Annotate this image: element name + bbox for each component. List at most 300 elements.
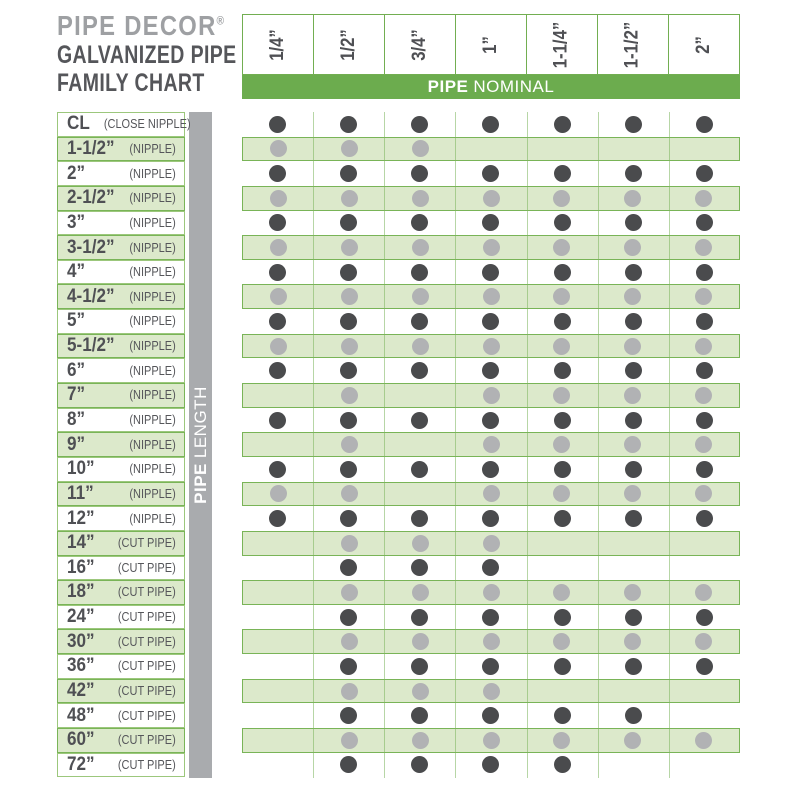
grid-cell xyxy=(598,112,669,137)
row-size-label: 16” xyxy=(67,556,95,578)
grid-cell xyxy=(527,408,598,433)
row-label xyxy=(57,432,185,457)
grid-cell xyxy=(384,506,455,531)
grid-cell xyxy=(384,753,455,778)
availability-dot xyxy=(553,436,570,453)
grid-cell xyxy=(456,532,527,555)
grid-cell xyxy=(598,605,669,630)
availability-dot xyxy=(341,436,358,453)
grid-cell xyxy=(526,187,597,210)
grid-cell xyxy=(455,112,526,137)
grid-cell xyxy=(385,729,456,752)
grid-cell xyxy=(243,729,314,752)
row-kind-label: (NIPPLE) xyxy=(129,215,176,230)
grid-row xyxy=(242,728,740,753)
availability-dot xyxy=(695,732,712,749)
availability-dot xyxy=(341,288,358,305)
row-size-label: 48” xyxy=(67,704,95,726)
availability-dot xyxy=(625,510,642,527)
row-size-label: 1-1/2” xyxy=(67,137,115,159)
grid-cell xyxy=(527,753,598,778)
availability-dot xyxy=(554,313,571,330)
availability-dot xyxy=(341,485,358,502)
availability-dot xyxy=(412,288,429,305)
availability-dot xyxy=(341,732,358,749)
grid-cell xyxy=(243,581,314,604)
grid-cell xyxy=(598,457,669,482)
row-kind-label: (NIPPLE) xyxy=(129,166,176,181)
grid-cell xyxy=(313,408,384,433)
grid-row xyxy=(242,703,740,728)
grid-cell xyxy=(669,358,740,383)
grid-cell xyxy=(669,211,740,236)
grid-cell xyxy=(456,187,527,210)
availability-dot xyxy=(624,338,641,355)
grid-cell xyxy=(456,138,527,161)
grid-cell xyxy=(597,729,668,752)
grid-cell xyxy=(456,483,527,506)
grid-cell xyxy=(668,630,739,653)
availability-dot xyxy=(625,609,642,626)
row-label xyxy=(57,482,185,507)
availability-dot xyxy=(483,387,500,404)
grid-cell xyxy=(597,483,668,506)
grid-cell xyxy=(669,506,740,531)
availability-dot xyxy=(483,584,500,601)
availability-dot xyxy=(696,116,713,133)
grid-cell xyxy=(313,260,384,285)
availability-dot xyxy=(411,264,428,281)
availability-dot xyxy=(411,165,428,182)
availability-dot xyxy=(269,214,286,231)
availability-dot xyxy=(696,264,713,281)
grid-row xyxy=(242,284,740,309)
row-label xyxy=(57,580,185,605)
availability-dot xyxy=(341,338,358,355)
availability-dot xyxy=(483,732,500,749)
availability-dot xyxy=(482,116,499,133)
availability-dot xyxy=(412,535,429,552)
availability-dot xyxy=(483,535,500,552)
grid-cell xyxy=(455,605,526,630)
row-kind-label: (CUT PIPE) xyxy=(118,757,176,772)
grid-cell xyxy=(314,384,385,407)
row-kind-label: (NIPPLE) xyxy=(129,191,176,206)
availability-dot xyxy=(483,190,500,207)
row-label xyxy=(57,556,185,581)
grid-cell xyxy=(526,433,597,456)
row-label xyxy=(57,531,185,556)
grid-cell xyxy=(314,187,385,210)
grid-cell xyxy=(669,161,740,186)
availability-dot xyxy=(625,264,642,281)
grid-cell xyxy=(384,408,455,433)
grid-cell xyxy=(455,457,526,482)
grid-cell xyxy=(456,630,527,653)
grid-cell xyxy=(384,161,455,186)
availability-dot xyxy=(341,140,358,157)
column-headers xyxy=(242,14,740,75)
row-label xyxy=(57,358,185,383)
availability-dot xyxy=(625,412,642,429)
grid-cell xyxy=(526,581,597,604)
grid-cell xyxy=(384,260,455,285)
availability-dot xyxy=(695,436,712,453)
availability-dot xyxy=(483,239,500,256)
grid-row xyxy=(242,211,740,236)
availability-dot xyxy=(624,584,641,601)
grid-cell xyxy=(598,408,669,433)
availability-dot xyxy=(340,510,357,527)
grid-cell xyxy=(526,236,597,259)
row-size-label: 18” xyxy=(67,581,95,603)
pipe-nominal-rest: NOMINAL xyxy=(473,77,555,96)
grid-cell xyxy=(668,433,739,456)
availability-dot xyxy=(269,264,286,281)
availability-dot xyxy=(412,239,429,256)
row-size-label: 3” xyxy=(67,211,86,233)
availability-dot xyxy=(554,609,571,626)
availability-dot xyxy=(554,264,571,281)
row-size-label: 7” xyxy=(67,384,86,406)
grid-cell xyxy=(242,753,313,778)
availability-dot xyxy=(411,412,428,429)
availability-dot xyxy=(554,412,571,429)
row-label xyxy=(57,728,185,753)
grid-cell xyxy=(597,630,668,653)
grid-cell xyxy=(314,335,385,358)
row-size-label: 6” xyxy=(67,359,86,381)
availability-dot xyxy=(340,362,357,379)
availability-dot xyxy=(553,387,570,404)
availability-dot xyxy=(554,461,571,478)
grid-cell xyxy=(597,680,668,703)
row-kind-label: (CUT PIPE) xyxy=(118,684,176,699)
availability-dot xyxy=(482,165,499,182)
grid-cell xyxy=(598,161,669,186)
availability-dot xyxy=(340,165,357,182)
grid-cell xyxy=(455,260,526,285)
availability-dot xyxy=(696,609,713,626)
availability-dot xyxy=(696,362,713,379)
column-header-label: 1” xyxy=(479,35,501,54)
grid-cell xyxy=(313,605,384,630)
availability-dot xyxy=(695,633,712,650)
grid-cell xyxy=(384,309,455,334)
grid-cell xyxy=(668,335,739,358)
availability-dot xyxy=(482,313,499,330)
grid-cell xyxy=(243,236,314,259)
grid-cell xyxy=(243,138,314,161)
row-kind-label: (CUT PIPE) xyxy=(118,634,176,649)
grid-cell xyxy=(455,211,526,236)
grid-cell xyxy=(669,457,740,482)
row-kind-label: (NIPPLE) xyxy=(129,462,176,477)
grid-cell xyxy=(385,433,456,456)
row-label xyxy=(57,235,185,260)
grid-cell xyxy=(598,556,669,581)
availability-dot xyxy=(553,732,570,749)
availability-dot xyxy=(269,461,286,478)
availability-dot xyxy=(341,239,358,256)
availability-dot xyxy=(625,313,642,330)
grid-row xyxy=(242,482,740,507)
grid-cell xyxy=(669,703,740,728)
grid-cell xyxy=(526,532,597,555)
grid-cell xyxy=(527,112,598,137)
availability-dot xyxy=(340,559,357,576)
grid-cell xyxy=(243,433,314,456)
availability-dot xyxy=(340,264,357,281)
grid-row xyxy=(242,679,740,704)
availability-dot xyxy=(341,683,358,700)
availability-dot xyxy=(695,239,712,256)
column-header-label: 1-1/4” xyxy=(550,21,572,68)
availability-dot xyxy=(340,313,357,330)
grid-cell xyxy=(669,260,740,285)
row-kind-label: (CUT PIPE) xyxy=(118,708,176,723)
grid-cell xyxy=(242,408,313,433)
grid-cell xyxy=(526,680,597,703)
column-header-cell xyxy=(242,14,314,75)
row-size-label: 14” xyxy=(67,532,95,554)
grid-cell xyxy=(527,506,598,531)
row-labels-column xyxy=(57,112,191,777)
grid-cell xyxy=(527,654,598,679)
availability-dot xyxy=(624,387,641,404)
grid-row xyxy=(242,408,740,433)
row-kind-label: (NIPPLE) xyxy=(129,486,176,501)
availability-dot xyxy=(553,633,570,650)
column-header-cell xyxy=(313,14,385,75)
grid-cell xyxy=(598,753,669,778)
grid-cell xyxy=(597,581,668,604)
grid-cell xyxy=(669,753,740,778)
grid-cell xyxy=(455,654,526,679)
grid-row xyxy=(242,309,740,334)
row-label xyxy=(57,457,185,482)
column-header-label: 3/4” xyxy=(409,28,431,61)
availability-dot xyxy=(340,214,357,231)
availability-dot xyxy=(411,559,428,576)
grid-cell xyxy=(526,384,597,407)
availability-dot xyxy=(411,116,428,133)
availability-dot xyxy=(482,412,499,429)
chart-title-line2: FAMILY CHART xyxy=(57,69,205,97)
column-header-label: 1/4” xyxy=(267,28,289,61)
grid-cell xyxy=(385,680,456,703)
grid-cell xyxy=(527,211,598,236)
availability-dot xyxy=(625,214,642,231)
grid-cell xyxy=(527,260,598,285)
grid-cell xyxy=(313,753,384,778)
column-header-label: 1-1/2” xyxy=(621,21,643,68)
grid-row xyxy=(242,235,740,260)
grid-row xyxy=(242,260,740,285)
grid-cell xyxy=(242,703,313,728)
row-kind-label: (CUT PIPE) xyxy=(118,733,176,748)
availability-dot xyxy=(554,756,571,773)
availability-dot xyxy=(340,461,357,478)
grid-row xyxy=(242,629,740,654)
grid-cell xyxy=(527,703,598,728)
row-label xyxy=(57,753,185,778)
availability-dot xyxy=(483,633,500,650)
grid-cell xyxy=(385,384,456,407)
availability-dot xyxy=(696,165,713,182)
grid-cell xyxy=(314,630,385,653)
grid-cell xyxy=(527,358,598,383)
grid-cell xyxy=(526,729,597,752)
row-size-label: 8” xyxy=(67,409,86,430)
grid-cell xyxy=(243,285,314,308)
availability-dot xyxy=(483,436,500,453)
availability-dot xyxy=(412,140,429,157)
grid-cell xyxy=(526,630,597,653)
row-label xyxy=(57,506,185,531)
grid-cell xyxy=(597,285,668,308)
row-kind-label: (NIPPLE) xyxy=(129,437,176,452)
availability-dot xyxy=(483,338,500,355)
grid-row xyxy=(242,654,740,679)
grid-cell xyxy=(668,138,739,161)
grid-cell xyxy=(242,556,313,581)
grid-cell xyxy=(384,358,455,383)
row-size-label: 5” xyxy=(67,310,86,332)
grid-cell xyxy=(385,335,456,358)
grid-row xyxy=(242,432,740,457)
availability-dot xyxy=(269,510,286,527)
grid-cell xyxy=(242,605,313,630)
row-kind-label: (CLOSE NIPPLE) xyxy=(104,117,191,132)
availability-dot xyxy=(625,362,642,379)
row-kind-label: (NIPPLE) xyxy=(129,388,176,403)
availability-dot xyxy=(411,461,428,478)
availability-dot xyxy=(696,313,713,330)
row-kind-label: (NIPPLE) xyxy=(129,413,176,427)
grid-cell xyxy=(526,483,597,506)
grid-cell xyxy=(314,483,385,506)
grid-row xyxy=(242,112,740,137)
row-kind-label: (NIPPLE) xyxy=(129,289,176,304)
row-size-label: 2” xyxy=(67,162,86,184)
row-size-label: 42” xyxy=(67,680,95,702)
grid-row xyxy=(242,580,740,605)
availability-dot xyxy=(554,510,571,527)
grid-row xyxy=(242,358,740,383)
grid-cell xyxy=(385,187,456,210)
grid-cell xyxy=(385,630,456,653)
grid-cell xyxy=(385,581,456,604)
grid-cell xyxy=(598,211,669,236)
availability-dot xyxy=(411,313,428,330)
registered-mark: ® xyxy=(216,13,225,28)
availability-dot xyxy=(696,412,713,429)
row-label xyxy=(57,703,185,728)
grid-cell xyxy=(455,703,526,728)
grid-cell xyxy=(456,384,527,407)
grid-cell xyxy=(598,309,669,334)
grid-cell xyxy=(313,654,384,679)
availability-dot xyxy=(412,732,429,749)
availability-dot xyxy=(269,362,286,379)
grid-cell xyxy=(456,285,527,308)
row-label xyxy=(57,284,185,309)
row-size-label: CL xyxy=(67,113,90,135)
availability-dot xyxy=(625,658,642,675)
grid-row xyxy=(242,137,740,162)
grid-cell xyxy=(385,236,456,259)
availability-dot xyxy=(625,461,642,478)
grid-cell xyxy=(598,654,669,679)
availability-dot xyxy=(482,461,499,478)
availability-dot xyxy=(482,510,499,527)
availability-dot xyxy=(270,239,287,256)
availability-dot xyxy=(696,461,713,478)
row-size-label: 11” xyxy=(67,482,94,504)
availability-dot xyxy=(553,485,570,502)
row-size-label: 10” xyxy=(67,458,95,480)
row-kind-label: (CUT PIPE) xyxy=(118,560,176,575)
grid-cell xyxy=(597,236,668,259)
column-header-cell xyxy=(597,14,669,75)
row-label xyxy=(57,309,185,334)
grid-cell xyxy=(669,112,740,137)
row-label xyxy=(57,679,185,704)
grid-cell xyxy=(527,457,598,482)
row-label xyxy=(57,112,191,137)
row-size-label: 72” xyxy=(67,753,95,775)
grid-cell xyxy=(242,161,313,186)
grid-cell xyxy=(455,506,526,531)
availability-dot xyxy=(695,288,712,305)
grid-cell xyxy=(314,433,385,456)
availability-dot xyxy=(341,584,358,601)
availability-dot xyxy=(695,338,712,355)
grid-row xyxy=(242,531,740,556)
availability-dot xyxy=(553,239,570,256)
grid-cell xyxy=(597,187,668,210)
grid-cell xyxy=(597,335,668,358)
grid-cell xyxy=(668,532,739,555)
grid-cell xyxy=(456,729,527,752)
grid-cell xyxy=(313,506,384,531)
row-label xyxy=(57,161,185,186)
row-label xyxy=(57,629,185,654)
grid-cell xyxy=(455,753,526,778)
grid-cell xyxy=(313,161,384,186)
availability-dot xyxy=(695,584,712,601)
grid-cell xyxy=(385,138,456,161)
grid-cell xyxy=(597,138,668,161)
grid-cell xyxy=(243,384,314,407)
grid-cell xyxy=(384,211,455,236)
availability-dot xyxy=(412,584,429,601)
grid-cell xyxy=(455,358,526,383)
grid-cell xyxy=(243,483,314,506)
grid-cell xyxy=(242,358,313,383)
grid-cell xyxy=(668,680,739,703)
availability-dot xyxy=(340,412,357,429)
grid-cell xyxy=(455,556,526,581)
grid-cell xyxy=(243,532,314,555)
availability-dot xyxy=(270,485,287,502)
grid-cell xyxy=(668,384,739,407)
grid-cell xyxy=(526,138,597,161)
grid-cell xyxy=(314,581,385,604)
row-size-label: 4-1/2” xyxy=(67,285,115,307)
availability-dot xyxy=(269,165,286,182)
